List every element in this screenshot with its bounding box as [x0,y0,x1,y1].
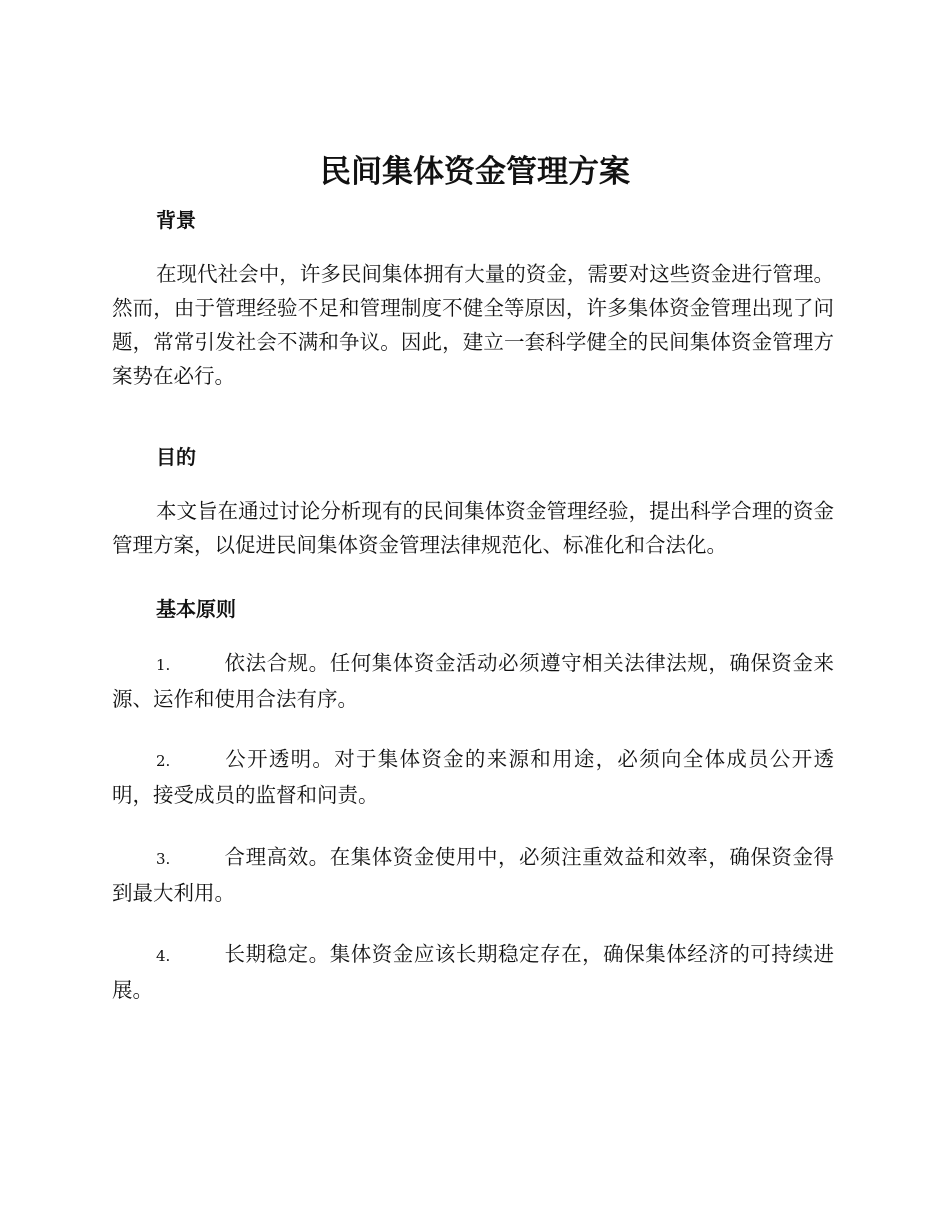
background-paragraph: 在现代社会中，许多民间集体拥有大量的资金，需要对这些资金进行管理。然而，由于管理经验不足和管理制度不健全等原因，许多集体资金管理出现了问题，常常引发社会不满和争议。因此，建立一套科学健全的民间集体资金管理方案势在必行。 [112,262,834,388]
section-heading-principles: 基本原则 [156,597,236,621]
principle-item-1 [112,646,834,716]
list-item-text: 长期稳定。集体资金应该长期稳定存在，确保集体经济的可持续进展。 [112,942,834,1002]
section-heading-purpose: 目的 [156,445,196,469]
list-number: 2. [156,752,171,770]
list-number: 1. [156,656,171,674]
list-item-text: 公开透明。对于集体资金的来源和用途，必须向全体成员公开透明，接受成员的监督和问责。 [112,747,834,807]
principle-item-4 [112,937,834,1007]
purpose-paragraph: 本文旨在通过讨论分析现有的民间集体资金管理经验，提出科学合理的资金管理方案，以促进民间集体资金管理法律规范化、标准化和合法化。 [112,499,834,557]
section-heading-background: 背景 [156,208,196,232]
list-number: 4. [156,947,171,965]
principle-item-2 [112,742,834,812]
page-title: 民间集体资金管理方案 [320,154,630,190]
list-item-text: 合理高效。在集体资金使用中，必须注重效益和效率，确保资金得到最大利用。 [112,845,834,905]
list-item-text: 依法合规。任何集体资金活动必须遵守相关法律法规，确保资金来源、运作和使用合法有序。 [112,651,834,711]
list-number: 3. [156,850,171,868]
principle-item-3 [112,840,834,910]
